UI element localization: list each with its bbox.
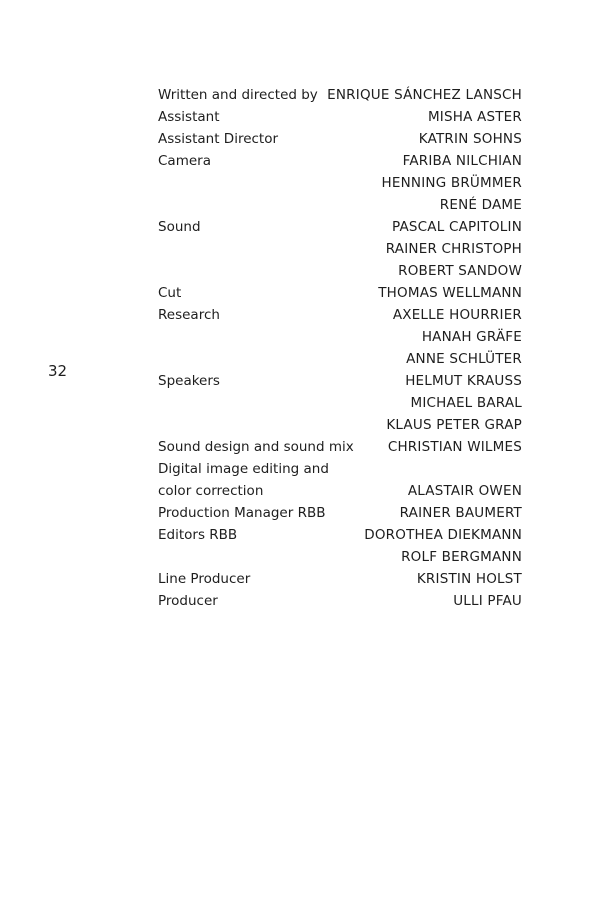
credit-name: KATRIN SOHNS	[418, 131, 522, 147]
credit-name: FARIBA NILCHIAN	[402, 153, 522, 169]
credit-name: ENRIQUE SÁNCHEZ LANSCH	[327, 87, 522, 103]
credit-row	[158, 370, 522, 392]
credit-role: Camera	[158, 153, 211, 169]
credit-row	[158, 282, 522, 304]
credit-name: KRISTIN HOLST	[416, 571, 522, 587]
credit-role: Production Manager RBB	[158, 505, 326, 521]
credit-name: PASCAL CAPITOLIN	[391, 219, 522, 235]
credit-role: Cut	[158, 285, 182, 301]
credit-row	[158, 524, 522, 546]
credit-name: AXELLE HOURRIER	[392, 307, 522, 323]
credit-row	[158, 194, 522, 216]
credit-row	[158, 348, 522, 370]
credit-role: Digital image editing and	[158, 461, 329, 477]
credit-row	[158, 414, 522, 436]
credit-row	[158, 260, 522, 282]
credit-name: ROBERT SANDOW	[398, 263, 522, 279]
credit-row	[158, 568, 522, 590]
credit-name: ANNE SCHLÜTER	[406, 351, 522, 367]
credit-name: ULLI PFAU	[453, 593, 522, 609]
credit-role: Written and directed by	[158, 87, 318, 103]
credit-role: Assistant	[158, 109, 220, 125]
credit-name: RAINER BAUMERT	[399, 505, 522, 521]
credit-name: ROLF BERGMANN	[401, 549, 522, 565]
credit-role: Producer	[158, 593, 218, 609]
credit-row	[158, 480, 522, 502]
credit-role: Sound design and sound mix	[158, 439, 354, 455]
credit-row	[158, 502, 522, 524]
credit-row	[158, 150, 522, 172]
credit-row	[158, 546, 522, 568]
credit-name: DOROTHEA DIEKMANN	[364, 527, 522, 543]
credit-row	[158, 436, 522, 458]
page-number: 32	[48, 362, 68, 380]
credit-row	[158, 172, 522, 194]
credit-row	[158, 304, 522, 326]
credit-name: HENNING BRÜMMER	[381, 175, 522, 191]
credit-row	[158, 216, 522, 238]
credit-row	[158, 458, 522, 480]
credit-row	[158, 590, 522, 612]
credit-role: Sound	[158, 219, 201, 235]
credit-name: MICHAEL BARAL	[410, 395, 522, 411]
credit-name: MISHA ASTER	[427, 109, 522, 125]
credit-row	[158, 392, 522, 414]
credit-name: RENÉ DAME	[439, 197, 522, 213]
credit-name: HANAH GRÄFE	[421, 329, 522, 345]
credit-name: THOMAS WELLMANN	[378, 285, 522, 301]
credit-name: ALASTAIR OWEN	[407, 483, 522, 499]
credit-role: Research	[158, 307, 220, 323]
credit-role: Speakers	[158, 373, 220, 389]
credit-role: Editors RBB	[158, 527, 238, 543]
credit-row	[158, 84, 522, 106]
credit-row	[158, 106, 522, 128]
credit-row	[158, 238, 522, 260]
credit-role: Assistant Director	[158, 131, 279, 147]
credit-name: HELMUT KRAUSS	[405, 373, 522, 389]
credit-name: KLAUS PETER GRAP	[386, 417, 522, 433]
credit-row	[158, 326, 522, 348]
credit-role: Line Producer	[158, 571, 251, 587]
credits-list	[158, 84, 522, 612]
credit-row	[158, 128, 522, 150]
credit-role: color correction	[158, 483, 264, 499]
credit-name: CHRISTIAN WILMES	[387, 439, 522, 455]
credit-name: RAINER CHRISTOPH	[385, 241, 522, 257]
